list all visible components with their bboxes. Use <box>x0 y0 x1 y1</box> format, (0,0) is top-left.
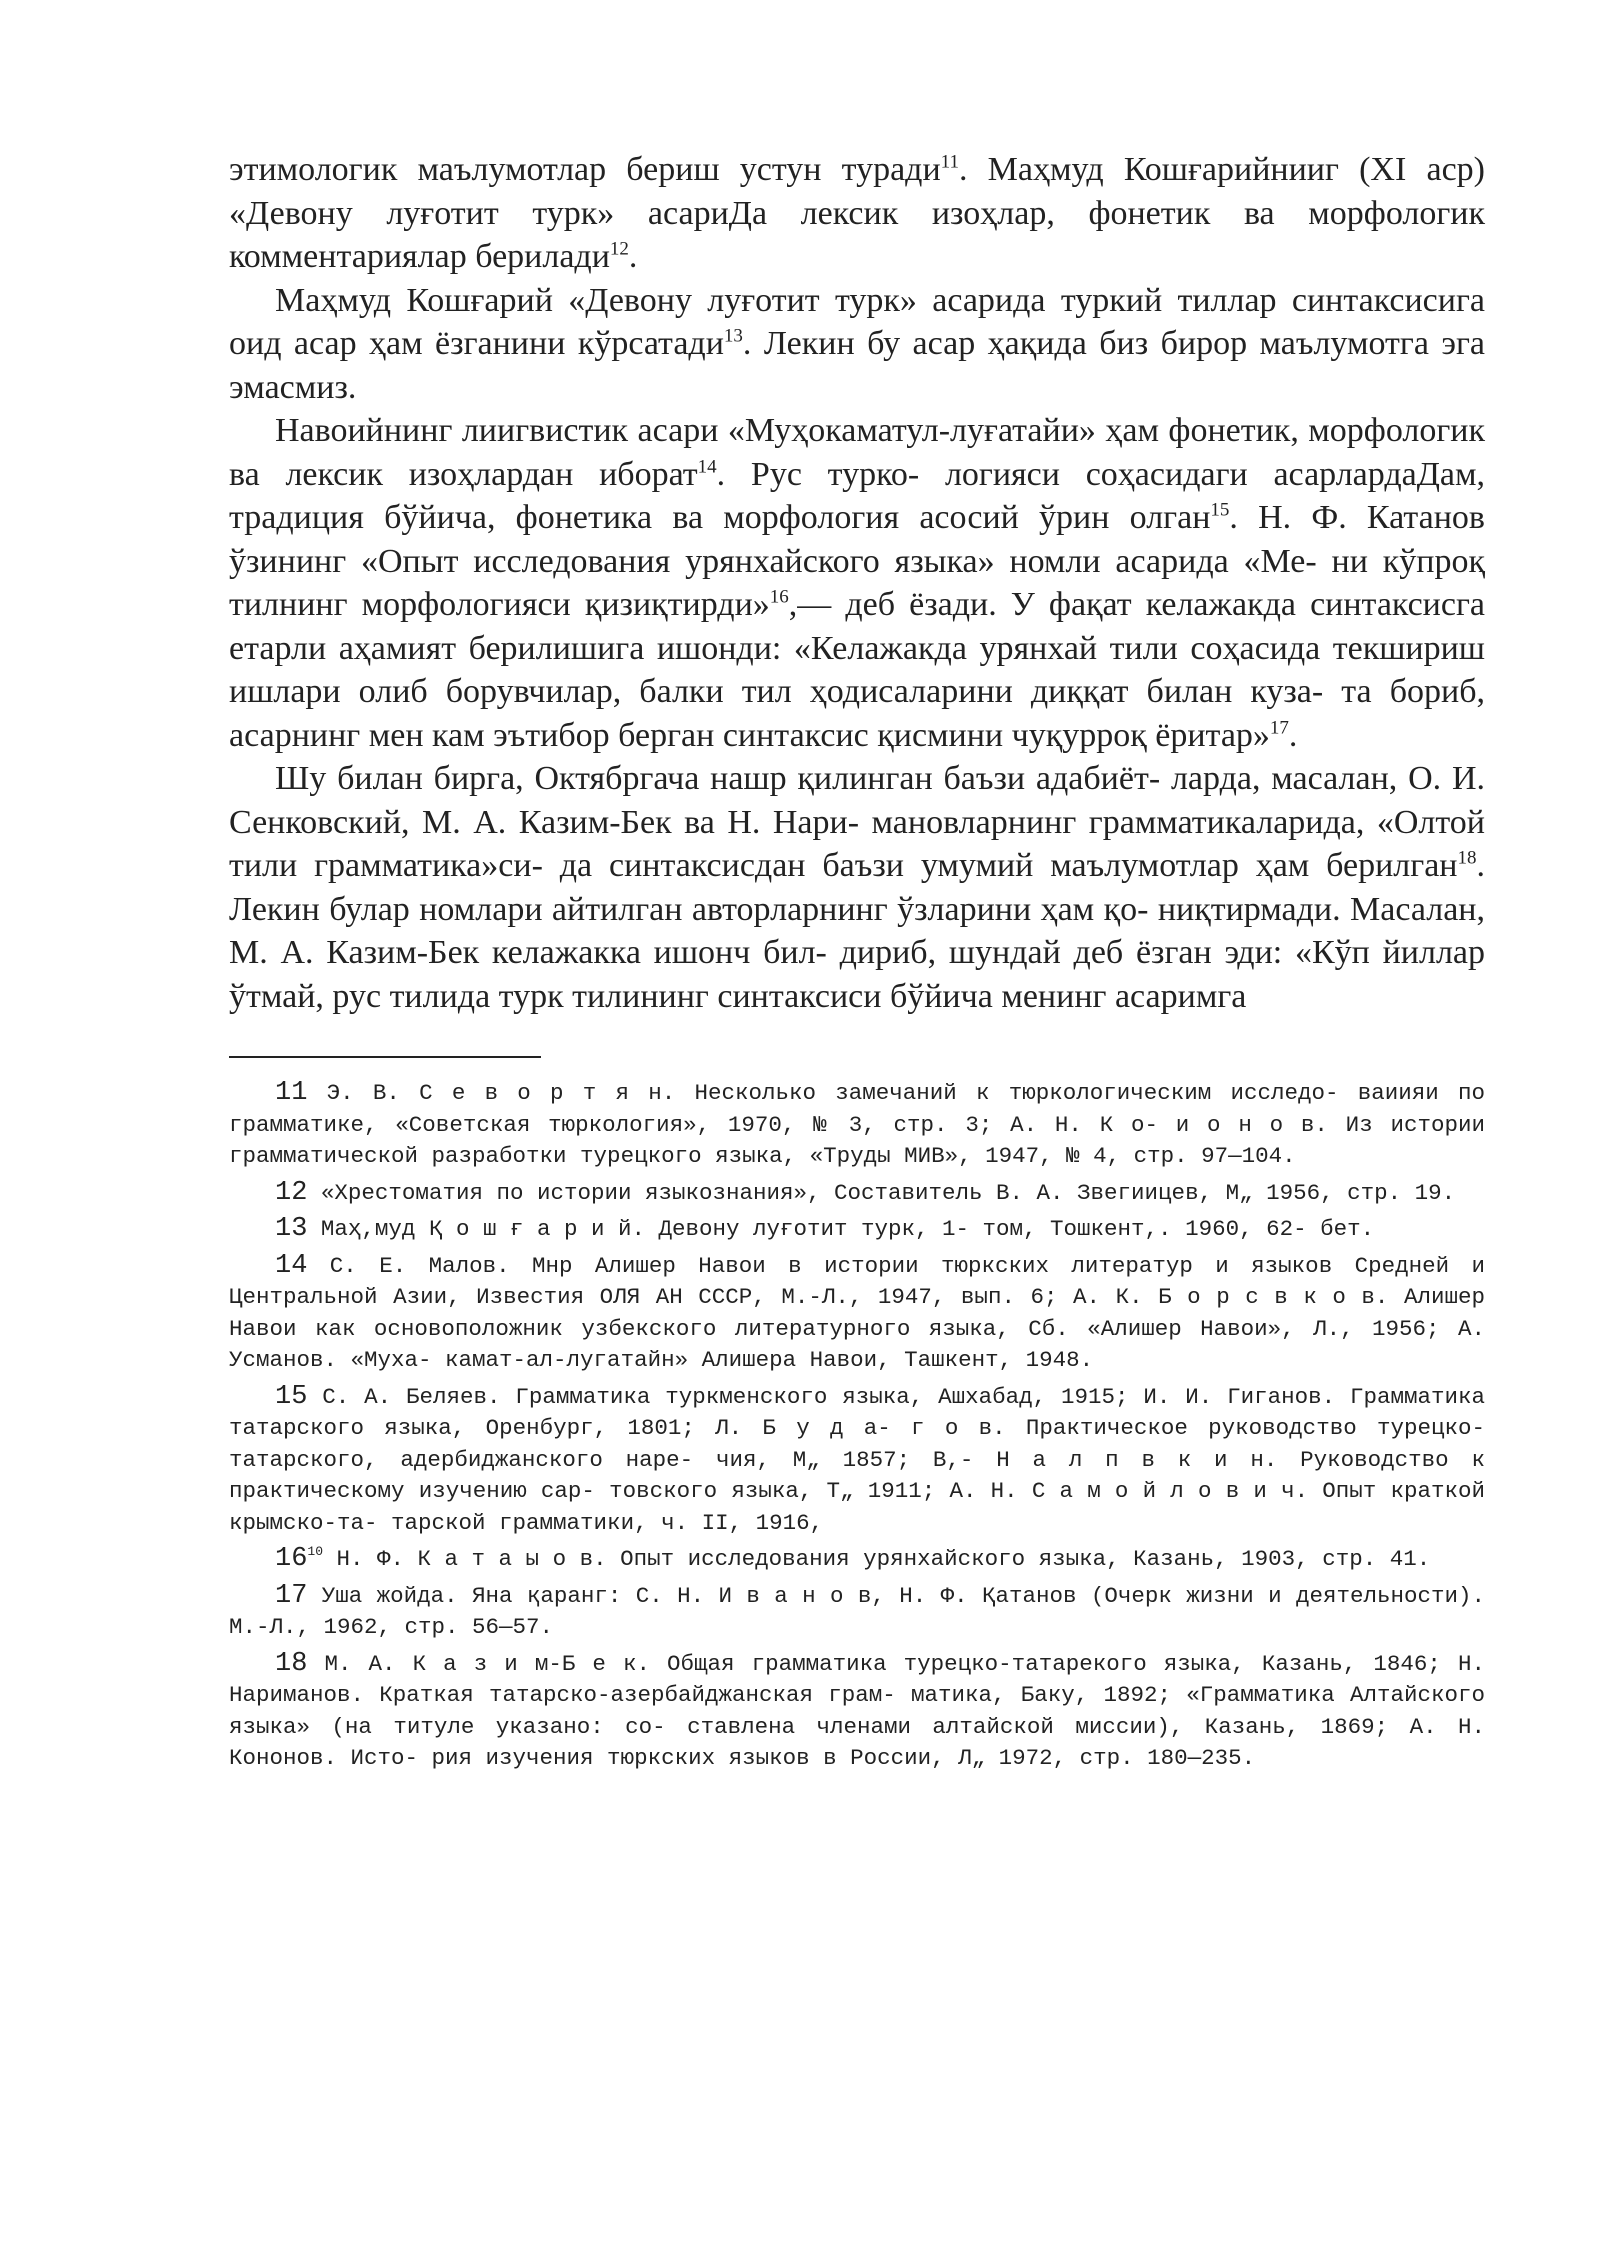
text-run: Маҳмуд Кошғарий «Девону луғотит турк» асарида туркий тиллар синтаксисига оид асар ҳам ёзганини кўрсатади <box>229 281 1485 362</box>
footnote-text: С. Е. Малов. Мнр Алишер Навои в истории тюркских литератур и языков Средней и Центральной Азии, Известия ОЛЯ АН СССР, М.-Л., 1947, вып. 6; А. К. Б о р с в к о в. Алишер Навои как основоположник узбекского литературного языка, Сб. «Алишер Навои», Л., 1956; А. Усманов. «Муха- камат-ал-лугатайн» Алишера Навои, Ташкент, 1948. <box>229 1252 1485 1373</box>
footnote-ref[interactable]: 13 <box>723 325 743 347</box>
footnote-ref[interactable]: 12 <box>609 238 629 260</box>
footnote-number <box>275 1544 323 1574</box>
footnote <box>229 1251 1485 1377</box>
footnote-text: М. А. К а з и м-Б е к. Общая грамматика турецко-татарекого языка, Казань, 1846; Н. Нариманов. Краткая татарско-азербайджанская грам- матика, Баку, 1892; «Грамматика Алтайского языка» (на титуле указано: со- ставлена членами алтайской миссии), Казань, 1869; А. Н. Кононов. Исто- рия изучения тюркских языков в России, Л„ 1972, стр. 180—235. <box>229 1650 1485 1771</box>
footnote-text: Уша жойда. Яна қаранг: С. Н. И в а н о в, Н. Ф. Қатанов (Очерк жизни и деятельности). М.-Л., 1962, стр. 56—57. <box>229 1582 1485 1640</box>
footnote-ref[interactable]: 16 <box>769 586 789 608</box>
text-run: . <box>628 238 638 275</box>
footnote-text: «Хрестоматия по истории языкознания», Составитель В. А. Звегиицев, М„ 1956, стр. 19. <box>320 1179 1456 1206</box>
footnote-number: 11 <box>275 1078 308 1108</box>
document-page <box>229 148 1485 1780</box>
main-text <box>229 148 1485 1018</box>
footnote <box>229 1214 1485 1246</box>
text-run: . <box>1288 716 1298 754</box>
paragraph <box>229 757 1485 1018</box>
footnote <box>229 1544 1485 1576</box>
footnote-number-sup: 10 <box>307 1544 324 1559</box>
footnote-number: 13 <box>275 1214 308 1244</box>
footnote-ref[interactable]: 17 <box>1269 717 1289 739</box>
footnote-number: 15 <box>275 1381 308 1412</box>
footnote-divider <box>229 1056 541 1058</box>
text-run: . Рус турко- логияси соҳасидаги асарлардаДам, традиция бўйича, фонетика ва морфология асосий ўрин олган <box>229 455 1486 536</box>
paragraph <box>229 279 1485 410</box>
text-run: . Н. Ф. Катанов ўзининг «Опыт исследования урянхайского языка» номли асарида «Ме- ни кўпроқ тилнинг морфологияси қизиқтирди» <box>229 499 1485 623</box>
footnote-number-value: 16 <box>275 1544 308 1574</box>
footnote <box>229 1078 1485 1173</box>
text-run: . Лекин булар номлари айтилган авторларнинг ўзларини ҳам қо- ниқтирмади. Масалан, М. А. Казим-Бек келажакка ишонч бил- дириб, шундай деб ёзган эди: «Кўп йиллар ўтмай, рус тилида турк тилининг синтаксиси бўйича менинг асаримга <box>229 847 1485 1015</box>
footnote <box>229 1649 1485 1775</box>
footnote-ref[interactable]: 14 <box>697 456 717 478</box>
paragraph <box>229 148 1485 279</box>
text-run: Навоийнинг лиигвистик асари «Муҳокаматул-луғатайи» ҳам фонетик, морфологик ва лексик изоҳлардан иборат <box>229 412 1485 493</box>
text-run: . Лекин бу асар ҳақида биз бирор маълумотга эга эмасмиз. <box>229 325 1485 406</box>
paragraph <box>229 409 1485 757</box>
footnote-text: С. А. Беляев. Грамматика туркменского языка, Ашхабад, 1915; И. И. Гиганов. Грамматика татарского языка, Оренбург, 1801; Л. Б у д а- г о в. Практическое руководство турецко-татарского, адербиджанского наре- чия, М„ 1857; В,- Н а л п в к и н. Руководство к практическому изучению сар- товского языка, Т„ 1911; А. Н. С а м о й л о в и ч. Опыт краткой крымско-та- тарской грамматики, ч. II, 1916, <box>229 1383 1485 1536</box>
footnotes <box>229 1078 1485 1775</box>
footnote-ref[interactable]: 18 <box>1457 847 1477 869</box>
footnote <box>229 1178 1485 1210</box>
text-run: Шу билан бирга, Октябргача нашр қилинган баъзи адабиёт- ларда, масалан, О. И. Сенковский, М. А. Казим-Бек ва Н. Нари- мановларнинг грамматикаларида, «Олтой тили грамматика»си- да синтаксисдан баъзи умумий маълумотлар ҳам берилган <box>229 760 1485 884</box>
footnote <box>229 1382 1485 1540</box>
text-run: ,— деб ёзади. У фақат келажакда синтаксисга етарли аҳамият берилишига ишонди: «Келажакда урянхай тили соҳасида текшириш ишлари олиб борувчилар, балки тил ҳодисаларини диққат билан куза- та бориб, асарнинг мен кам эътибор берган синтаксис қисмини чуқурроқ ёритар» <box>229 586 1485 754</box>
footnote-ref[interactable]: 15 <box>1210 499 1230 521</box>
footnote-text: Маҳ,муд Қ о ш ғ а р и й. Девону луғотит турк, 1- том, Тошкент,. 1960, 62- бет. <box>320 1216 1375 1242</box>
footnote-number: 14 <box>275 1250 308 1281</box>
footnote-text: Н. Ф. К а т а ы о в. Опыт исследования урянхайского языка, Казань, 1903, стр. 41. <box>336 1546 1431 1572</box>
footnote-ref[interactable]: 11 <box>940 151 959 173</box>
footnote-text: Э. В. С е в о р т я н. Несколько замечаний к тюркологическим исследо- ваиияи по грамматике, «Советская тюркология», 1970, № 3, стр. 3; А. Н. К о- и о н о в. Из истории грамматической разработки турецкого языка, «Труды МИВ», 1947, № 4, стр. 97—104. <box>229 1080 1485 1169</box>
footnote-number: 12 <box>275 1177 308 1208</box>
footnote <box>229 1581 1485 1644</box>
footnote-number: 18 <box>275 1648 308 1679</box>
text-run: этимологик маълумотлар бериш устун туради <box>229 151 941 188</box>
footnote-number: 17 <box>275 1580 308 1611</box>
text-run: . Маҳмуд Кошғарийнииг (XI аср) «Девону луғотит турк» асариДа лексик изоҳлар, фонетик ва морфологик комментариялар берилади <box>229 151 1485 275</box>
